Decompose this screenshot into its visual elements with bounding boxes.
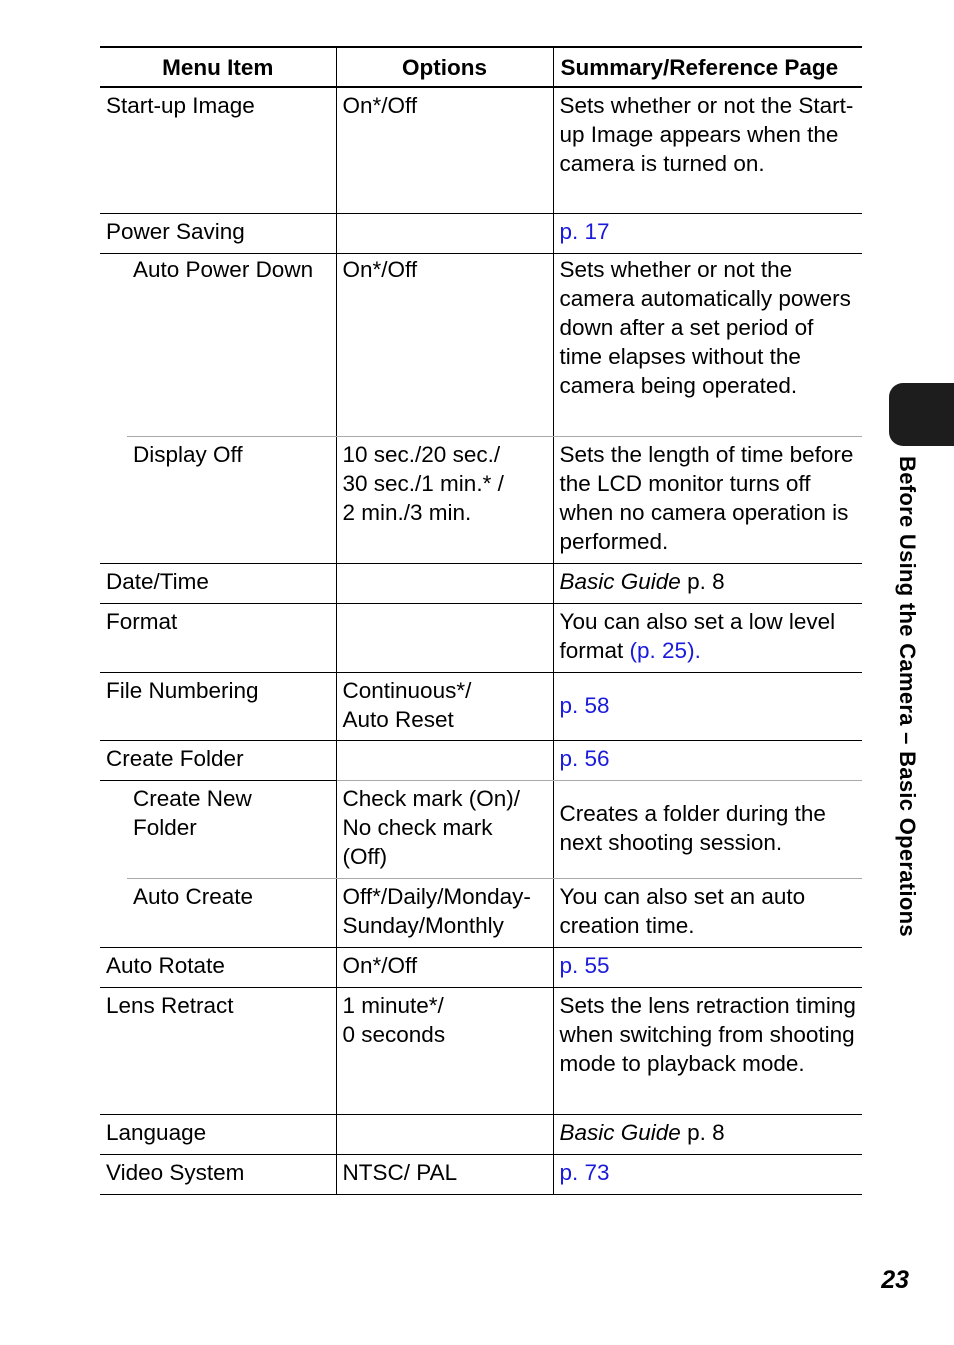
menu-item-cell: Video System [100,1154,336,1194]
guide-title: Basic Guide [559,1119,681,1145]
option-line: Off*/Daily/Monday- [342,883,531,909]
options-cell [336,987,553,1114]
header-summary: Summary/Reference Page [553,47,862,87]
summary-cell: Creates a folder during the next shooting session. [553,780,862,878]
reference-cell [553,1114,862,1154]
table-row-create-folder [100,740,862,780]
menu-subitem-cell: Auto Power Down [127,252,336,436]
menu-item-cell: Language [100,1114,336,1154]
menu-item-cell: Auto Rotate [100,947,336,987]
summary-cell [553,603,862,672]
item-line: Create New [133,785,252,811]
table-row-video-system [100,1154,862,1194]
option-line: Sunday/Monthly [342,912,504,938]
options-cell [336,213,553,253]
option-line: 2 min./3 min. [342,499,472,525]
guide-title: Basic Guide [559,568,681,594]
section-side-label: Before Using the Camera – Basic Operations [895,456,920,937]
options-cell [336,1114,553,1154]
guide-page: p. 8 [680,1119,725,1145]
menu-item-cell: Create Folder [100,740,336,780]
table-row-format [100,603,862,672]
page-reference-link[interactable]: p. 55 [559,952,610,978]
header-menu-item: Menu Item [100,47,336,87]
options-cell: On*/Off [336,947,553,987]
menu-item-cell: Format [100,603,336,672]
reference-cell [553,213,862,253]
options-cell [336,563,553,603]
options-cell: On*/Off [336,252,553,436]
page-number: 23 [881,1266,909,1294]
option-line: Check mark (On)/ [342,785,521,811]
menu-item-cell: Power Saving [100,213,336,253]
table-row-auto-create [100,878,862,947]
header-options: Options [336,47,553,87]
table-row-lens-retract [100,987,862,1114]
options-cell [336,780,553,878]
summary-text: You can also set a low level format [559,608,836,663]
table-row-date-time [100,563,862,603]
page-reference-link[interactable]: p. 58 [559,692,610,718]
options-cell [336,878,553,947]
page-reference-link[interactable]: p. 73 [559,1159,610,1185]
option-line: (Off) [342,843,388,869]
summary-cell: Sets the length of time before the LCD monitor turns off when no camera operation is performed. [553,436,862,563]
table-row-power-saving [100,213,862,253]
menu-settings-table-continued [100,252,862,1195]
summary-period: . [694,637,701,663]
guide-page: p. 8 [680,568,725,594]
menu-subitem-cell [127,780,336,878]
menu-settings-table [100,46,862,254]
option-line: 30 sec./1 min.* / [342,470,504,496]
table-row-auto-power-down [100,252,862,436]
option-line: No check mark [342,814,493,840]
item-line: Folder [133,814,197,840]
options-cell [336,436,553,563]
options-cell [336,740,553,780]
table-row-create-new-folder [100,780,862,878]
option-line: Continuous*/ [342,677,472,703]
section-tab-marker [889,383,954,446]
summary-cell: Sets the lens retraction timing when switching from shooting mode to playback mode. [553,987,862,1114]
menu-subitem-cell: Auto Create [127,878,336,947]
option-line: 1 minute*/ [342,992,444,1018]
options-cell [336,672,553,740]
summary-cell: Sets whether or not the camera automatically powers down after a set period of time elapses without the camera being operated. [553,252,862,436]
page-reference-link[interactable]: p. 56 [559,745,610,771]
menu-item-cell: File Numbering [100,672,336,740]
table-row-language [100,1114,862,1154]
options-cell [336,603,553,672]
options-cell: NTSC/ PAL [336,1154,553,1194]
table-row-file-numbering [100,672,862,740]
table-header-row [100,47,862,87]
table-row-startup-image [100,87,862,213]
menu-subitem-cell: Display Off [127,436,336,563]
page-reference-link[interactable]: (p. 25) [629,637,695,663]
reference-cell [553,563,862,603]
menu-item-cell: Date/Time [100,563,336,603]
options-cell: On*/Off [336,87,553,213]
summary-cell: You can also set an auto creation time. [553,878,862,947]
option-line: 10 sec./20 sec./ [342,441,501,467]
option-line: 0 seconds [342,1021,446,1047]
menu-item-cell: Start-up Image [100,87,336,213]
reference-cell [553,1154,862,1194]
table-row-auto-rotate [100,947,862,987]
reference-cell [553,740,862,780]
page-reference-link[interactable]: p. 17 [559,218,610,244]
reference-cell [553,947,862,987]
option-line: Auto Reset [342,706,454,732]
table-row-display-off [100,436,862,563]
reference-cell [553,672,862,740]
menu-item-cell: Lens Retract [100,987,336,1114]
summary-cell: Sets whether or not the Start-up Image appears when the camera is turned on. [553,87,862,213]
